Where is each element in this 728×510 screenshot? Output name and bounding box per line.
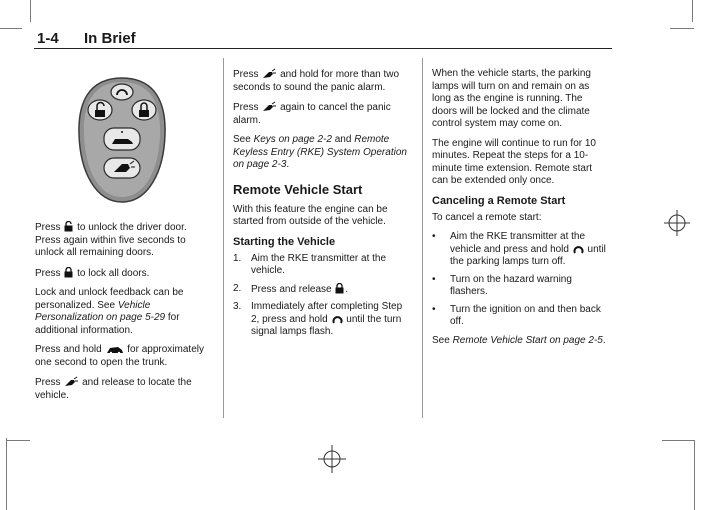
subheading-starting-the-vehicle: Starting the Vehicle [233,235,336,248]
crop-mark-tr-h [670,28,694,29]
starting-steps-list [233,253,411,339]
locate-paragraph: Press and release to locate the vehicle. [35,377,192,401]
key-fob-illustration [76,76,168,204]
vehicle-starts-paragraph: When the vehicle starts, the parking lamps will turn on and remain on as long as the engine is running. The doors will be locked and the climate control system may come on. [432,68,591,129]
page-title: In Brief [84,30,136,47]
crop-mark-bl-h [6,440,30,441]
cancel-panic-paragraph: Press again to cancel the panic alarm. [233,102,391,126]
crop-mark-bl-v [6,438,7,510]
panic-paragraph: Press and hold for more than two seconds to sound the panic alarm. [233,69,400,93]
see-keys-paragraph: See Keys on page 2-2 and Remote Keyless Entry (RKE) System Operation on page 2-3. [233,134,407,170]
remote-start-icon [332,314,343,324]
panic-key-icon [64,376,78,387]
column-divider-2 [422,58,423,418]
crop-mark-tr-v [692,0,693,22]
list-item: 1. Aim the RKE transmitter at the vehicle. [233,252,387,276]
engine-run-paragraph: The engine will continue to run for 10 minutes. Repeat the steps for a 10-minute time extension. Remote start can be extended only once. [432,137,596,186]
lock-paragraph: Press to lock all doors. [35,267,150,279]
lock-icon [335,283,344,294]
see-remote-start-paragraph: See Remote Vehicle Start on page 2-5. [432,334,606,346]
remote-start-intro: With this feature the engine can be started from outside of the vehicle. [233,203,388,227]
list-item: 2. Press and release . [233,282,349,295]
vehicle-personalization-link[interactable]: Vehicle Personalization on page 5-29 [35,299,166,323]
page-number: 1-4 [37,30,59,47]
feedback-paragraph: Lock and unlock feedback can be personalized. See Vehicle Personalization on page 5-29 for additional information. [35,287,184,336]
crop-mark-tl-h [0,28,22,29]
remote-start-icon [573,244,584,254]
crop-mark-br-h [662,440,694,441]
rke-operation-link[interactable]: Remote Keyless Entry (RKE) System Operation on page 2-3 [233,134,407,170]
header-rule [34,48,612,49]
registration-target-right [664,210,690,236]
list-item: • Turn the ignition on and then back off. [432,303,601,327]
unlock-paragraph: Press to unlock the driver door. Press again within five seconds to unlock all remaining doors. [35,222,187,258]
unlock-icon [64,221,73,232]
cancel-intro: To cancel a remote start: [432,211,542,223]
crop-mark-tl-v [30,0,31,22]
subheading-canceling-remote-start: Canceling a Remote Start [432,194,566,207]
list-item: • Turn on the hazard warning flashers. [432,273,572,297]
section-title-remote-vehicle-start: Remote Vehicle Start [233,181,363,197]
middle-column [233,68,411,345]
panic-key-icon [262,101,276,112]
right-column [432,68,610,354]
left-column [35,221,213,409]
keys-link[interactable]: Keys on page 2-2 [253,134,332,145]
remote-vehicle-start-link[interactable]: Remote Vehicle Start on page 2-5 [452,334,603,346]
trunk-paragraph: Press and hold for approximately one second to open the trunk. [35,344,204,368]
panic-key-icon [262,68,276,79]
trunk-icon [106,345,124,354]
column-divider-1 [223,58,224,418]
list-item: 3. Immediately after completing Step 2, press and hold until the turn signal lamps flash. [233,301,403,337]
lock-icon [64,267,73,278]
registration-target-bottom [318,445,346,473]
crop-mark-br-v [694,440,695,510]
list-item: • Aim the RKE transmitter at the vehicle and press and hold until the parking lamps turn off. [432,231,606,267]
cancel-bullets-list [432,231,610,329]
